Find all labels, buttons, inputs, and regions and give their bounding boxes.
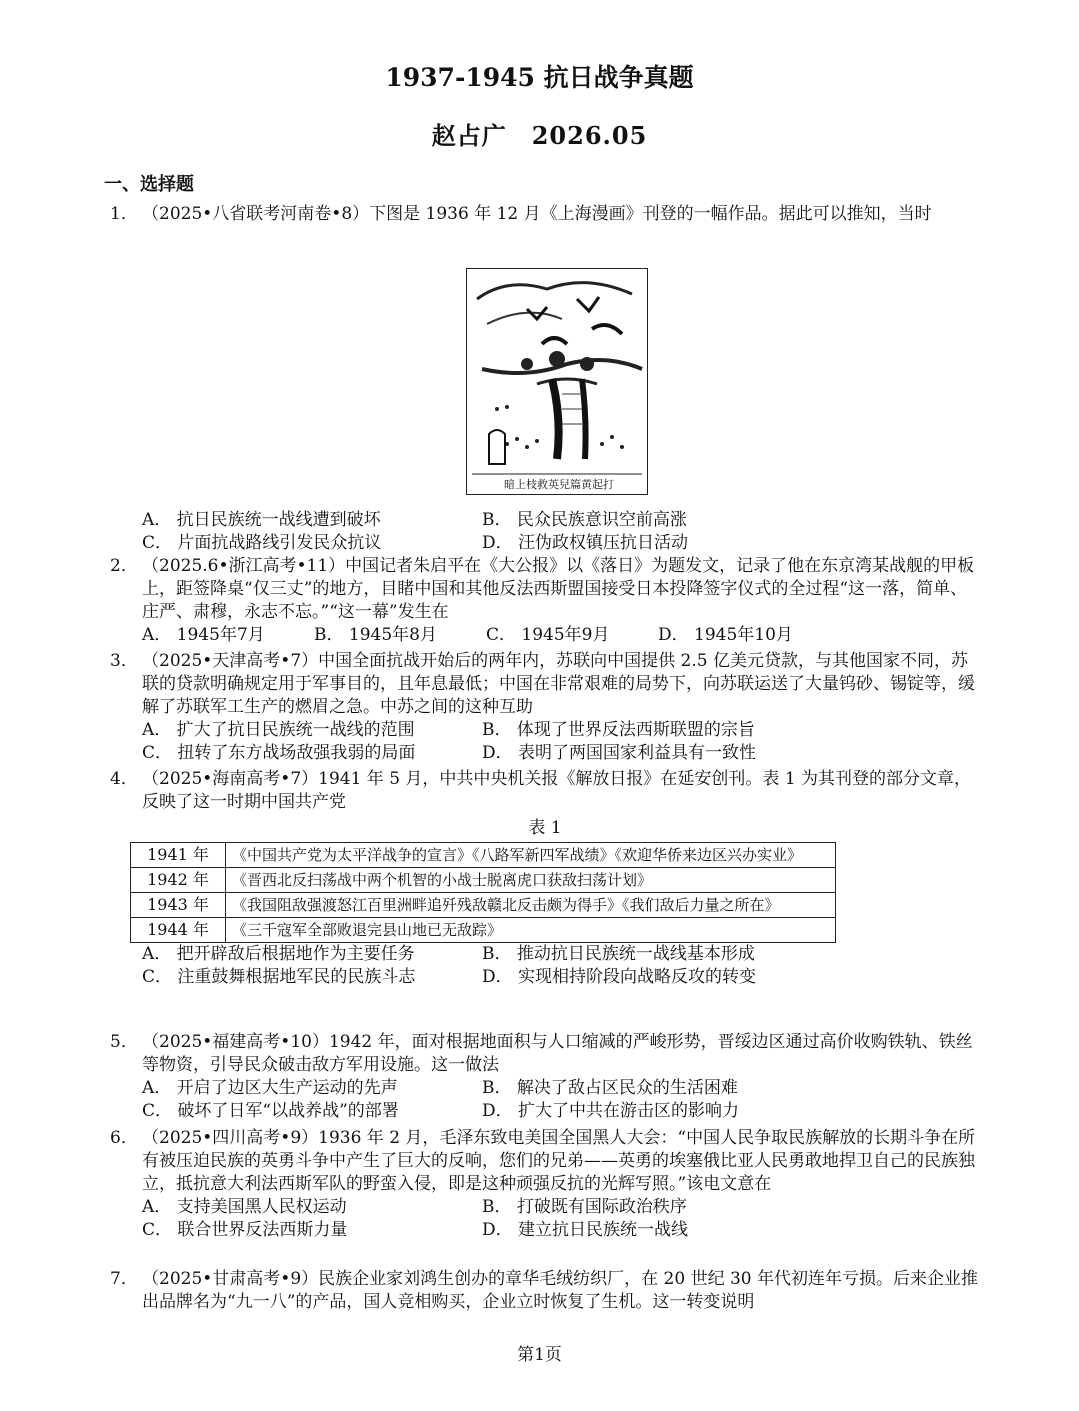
page-title: 1937-1945 抗日战争真题 — [385, 63, 694, 92]
question-6 — [110, 1127, 980, 1242]
option-a: A． 抗日民族统一战线遭到破坏 — [142, 510, 381, 530]
option-d: D． 汪伪政权镇压抗日活动 — [482, 533, 689, 553]
option-c: C． 扭转了东方战场敌强我弱的局面 — [142, 743, 416, 763]
option-b: B． 体现了世界反法西斯联盟的宗旨 — [482, 720, 755, 740]
question-stem: 1． （2025•八省联考河南卷•8）下图是 1936 年 12 月《上海漫画》刊登的一幅作品。据此可以推知，当时 — [110, 204, 932, 224]
option-c: C． 破坏了日军“以战养战”的部署 — [142, 1101, 399, 1121]
option-a: A． 把开辟敌后根据地作为主要任务 — [142, 944, 415, 964]
option-b: B． 打破既有国际政治秩序 — [482, 1197, 687, 1217]
option-c: C． 注重鼓舞根据地军民的民族斗志 — [142, 967, 416, 987]
author-date: 赵占广 2026.05 — [431, 121, 648, 150]
option-b: B． 推动抗日民族统一战线基本形成 — [482, 944, 755, 964]
option-d: D． 表明了两国国家利益具有一致性 — [482, 743, 757, 763]
option-c: C． 联合世界反法西斯力量 — [142, 1220, 348, 1240]
question-stem: 2． （2025.6•浙江高考•11）中国记者朱启平在《大公报》以《落日》为题发文，记录了他在东京湾某战舰的甲板上，距签降桌“仅三丈”的地方，目睹中国和其他反法西斯盟国接受日本投降签字仪式的全过程“这一落，简单、庄严、肃穆，永志不忘。”“这一幕”发生在 — [110, 556, 975, 622]
question-stem: 4． （2025•海南高考•7）1941 年 5 月，中共中央机关报《解放日报》在延安创刊。表 1 为其刊登的部分文章，反映了这一时期中国共产党 — [110, 769, 972, 812]
table-row: 1944 年 《三千寇军全部败退完县山地已无敌踪》 — [131, 918, 836, 943]
option-d: D． 实现相持阶段向战略反攻的转变 — [482, 967, 757, 987]
option-a: A． 支持美国黑人民权运动 — [142, 1197, 347, 1217]
table-row: 1942 年 《晋西北反扫荡战中两个机智的小战士脱离虎口获敌扫荡计划》 — [131, 868, 836, 893]
table-caption: 表 1 — [528, 818, 562, 838]
option-b: B． 1945年8月 — [314, 625, 437, 645]
table-row: 1943 年 《我国阻敌强渡怒江百里洲畔追歼残敌赣北反击颇为得手》《我们敌后力量之所在》 — [131, 893, 836, 918]
option-d: D． 扩大了中共在游击区的影响力 — [482, 1101, 740, 1121]
question-1 — [110, 203, 980, 226]
option-c: C． 1945年9月 — [486, 625, 610, 645]
option-a: A． 开启了边区大生产运动的先声 — [142, 1078, 398, 1098]
option-d: D． 1945年10月 — [658, 625, 793, 645]
question-4 — [110, 768, 980, 989]
question-2 — [110, 555, 980, 647]
question-stem: 5． （2025•福建高考•10）1942 年，面对根据地面积与人口缩减的严峻形势，晋绥边区通过高价收购铁轨、铁丝等物资，引导民众破击敌方军用设施。这一做法 — [110, 1032, 973, 1075]
option-b: B． 解决了敌占区民众的生活困难 — [482, 1078, 738, 1098]
option-b: B． 民众民族意识空前高涨 — [482, 510, 687, 530]
question-stem: 6． （2025•四川高考•9）1936 年 2 月，毛泽东致电美国全国黑人大会：“中国人民争取民族解放的长期斗争在所有被压迫民族的英勇斗争中产生了巨大的反响，您们的兄弟——英勇的埃塞俄比亚人民勇敢地捍卫自己的民族独立，抵抗意大利法西斯军队的野蛮入侵，即是这种顽强反抗的光辉写照。”该电文意在 — [110, 1128, 976, 1194]
table-row: 1941 年 《中国共产党为太平洋战争的宣言》《八路军新四军战绩》《欢迎华侨来边区兴办实业》 — [131, 843, 836, 868]
cartoon-caption: 暗上枝救英兒篇黄起打 — [504, 478, 614, 491]
option-c: C． 片面抗战路线引发民众抗议 — [142, 533, 382, 553]
question-7 — [110, 1268, 980, 1314]
question-3 — [110, 650, 980, 765]
page-number: 第1页 — [517, 1345, 562, 1365]
question-stem: 7． （2025•甘肃高考•9）民族企业家刘鸿生创办的章华毛绒纺织厂，在 20 世纪 30 年代初连年亏损。后来企业推出品牌名为“九一八”的产品，国人竞相购买，企业立时恢复了生机。这一转变说明 — [110, 1269, 979, 1312]
question-1-options — [110, 509, 980, 555]
article-table — [130, 842, 836, 943]
option-a: A． 1945年7月 — [142, 625, 265, 645]
option-d: D． 建立抗日民族统一战线 — [482, 1220, 689, 1240]
option-a: A． 扩大了抗日民族统一战线的范围 — [142, 720, 415, 740]
section-heading: 一、选择题 — [104, 174, 194, 195]
cartoon-image — [466, 268, 648, 495]
question-stem: 3． （2025•天津高考•7）中国全面抗战开始后的两年内，苏联向中国提供 2.5 亿美元贷款，与其他国家不同，苏联的贷款明确规定用于军事目的，且年息最低；中国在非常艰难的局势下，向苏联运送了大量钨砂、锡锭等，缓解了苏联军工生产的燃眉之急。中苏之间的这种互助 — [110, 651, 975, 717]
question-5 — [110, 1031, 980, 1123]
